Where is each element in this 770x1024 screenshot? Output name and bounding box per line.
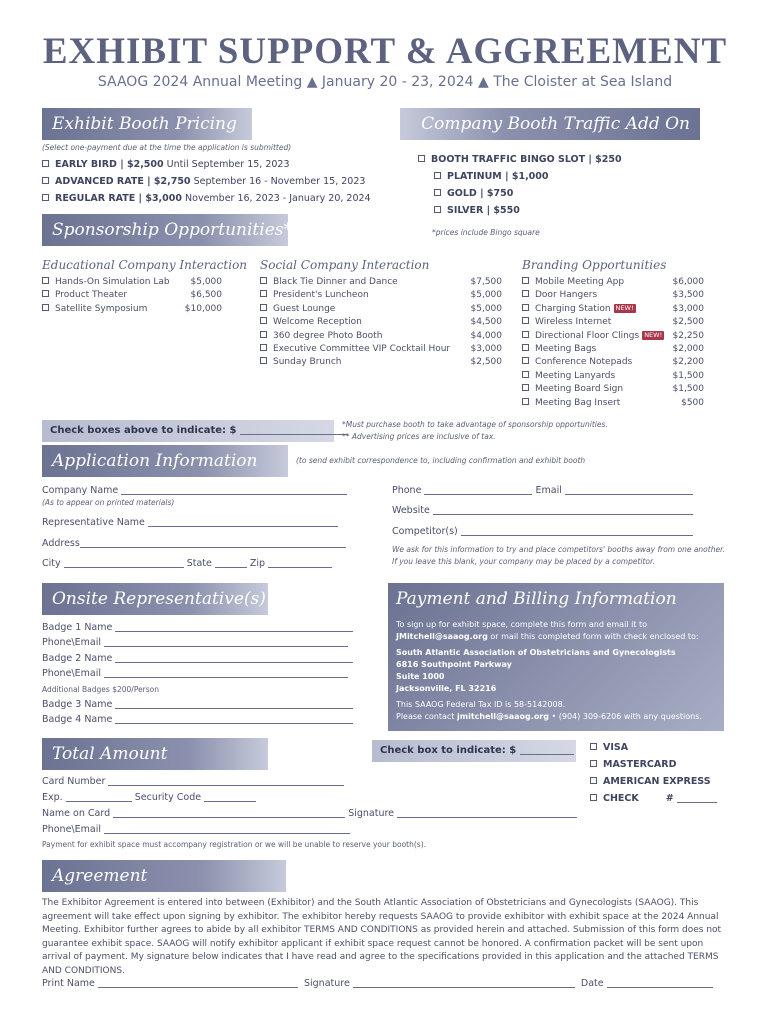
checkbox[interactable] — [522, 331, 529, 338]
traffic-options — [418, 151, 622, 219]
list-item[interactable]: Sunday Brunch $2,500 — [260, 356, 502, 369]
phone-email-field[interactable]: Phone Email — [392, 485, 693, 496]
list-item[interactable]: Door Hangers $3,500 — [522, 289, 704, 302]
agreement-signature-row[interactable]: Print Name Signature Date — [42, 978, 713, 989]
check-number-input[interactable] — [677, 802, 717, 803]
company-name-field[interactable]: Company Name — [42, 485, 347, 496]
visa-option[interactable]: VISA — [590, 739, 717, 756]
checkbox[interactable] — [590, 760, 597, 767]
sponsorship-heading: Sponsorship Opportunities* — [42, 214, 288, 246]
checkbox[interactable] — [42, 177, 49, 184]
list-item[interactable]: President's Luncheon $5,000 — [260, 289, 502, 302]
page-subtitle: SAAOG 2024 Annual Meeting ▲ January 20 - 23, 2024 ▲ The Cloister at Sea Island — [97, 74, 673, 90]
total-amount-heading: Total Amount — [42, 738, 268, 770]
new-badge: NEW! — [615, 303, 634, 312]
booth-traffic-heading: Company Booth Traffic Add On — [400, 108, 700, 140]
regular-rate-option[interactable]: REGULAR RATE | $3,000 November 16, 2023 - January 20, 2024 — [42, 190, 371, 207]
branding-list — [522, 276, 704, 410]
advanced-rate-option[interactable]: ADVANCED RATE | $2,750 September 16 - November 15, 2023 — [42, 173, 371, 190]
booth-pricing-heading: Exhibit Booth Pricing — [42, 108, 252, 140]
badge-3-field[interactable]: Badge 3 Name — [42, 699, 353, 710]
educational-list — [42, 276, 222, 316]
sponsorship-footnote-2: ** Advertising prices are inclusive of tax. — [342, 432, 496, 441]
checkbox[interactable] — [522, 304, 529, 311]
platinum-option[interactable]: PLATINUM | $1,000 — [418, 168, 622, 185]
payment-methods — [590, 739, 717, 807]
city-state-zip-field[interactable]: City State Zip — [42, 558, 332, 569]
company-name-note: (As to appear on printed materials) — [42, 498, 175, 507]
competitors-field[interactable]: Competitor(s) — [392, 526, 693, 537]
checkbox[interactable] — [522, 344, 529, 351]
list-item[interactable]: Mobile Meeting App $6,000 — [522, 276, 704, 289]
mastercard-option[interactable]: MASTERCARD — [590, 756, 717, 773]
payment-required-note: Payment for exhibit space must accompany registration or we will be unable to reserve your booth(s). — [42, 840, 427, 849]
total-amount-input[interactable] — [520, 754, 574, 755]
contact-email-link[interactable]: jmitchell@saaog.org — [457, 712, 549, 721]
list-item[interactable]: Executive Committee VIP Cocktail Hour $3,000 — [260, 343, 502, 356]
exp-security-field[interactable]: Exp. Security Code — [42, 792, 256, 803]
list-item[interactable]: Guest Lounge $5,000 — [260, 303, 502, 316]
checkbox[interactable] — [42, 304, 49, 311]
checkbox[interactable] — [522, 398, 529, 405]
sponsorship-amount-input[interactable] — [240, 434, 348, 435]
checkbox[interactable] — [522, 290, 529, 297]
new-badge: NEW! — [644, 330, 663, 339]
checkbox[interactable] — [522, 371, 529, 378]
check-option[interactable]: CHECK # — [590, 790, 717, 807]
checkbox[interactable] — [434, 172, 441, 179]
educational-heading: Educational Company Interaction — [42, 258, 248, 272]
silver-option[interactable]: SILVER | $550 — [418, 202, 622, 219]
checkbox[interactable] — [260, 344, 267, 351]
list-item[interactable]: Conference Notepads $2,200 — [522, 356, 704, 369]
checkbox[interactable] — [260, 290, 267, 297]
checkbox[interactable] — [590, 794, 597, 801]
checkbox[interactable] — [260, 357, 267, 364]
list-item[interactable]: Black Tie Dinner and Dance $7,500 — [260, 276, 502, 289]
branding-heading: Branding Opportunities — [522, 258, 667, 272]
checkbox[interactable] — [42, 160, 49, 167]
checkbox[interactable] — [522, 277, 529, 284]
checkbox[interactable] — [418, 155, 425, 162]
checkbox[interactable] — [260, 317, 267, 324]
checkbox[interactable] — [590, 743, 597, 750]
checkbox[interactable] — [434, 189, 441, 196]
representative-name-field[interactable]: Representative Name — [42, 517, 338, 528]
traffic-note: *prices include Bingo square — [432, 228, 540, 237]
list-item[interactable]: Charging Station NEW! $3,000 — [522, 303, 704, 316]
payment-billing-panel — [388, 583, 724, 731]
list-item[interactable]: Meeting Lanyards $1,500 — [522, 370, 704, 383]
onsite-heading: Onsite Representative(s) — [42, 583, 268, 615]
social-list — [260, 276, 502, 370]
list-item[interactable]: Hands-On Simulation Lab $5,000 — [42, 276, 222, 289]
checkbox[interactable] — [260, 331, 267, 338]
payment-instructions: To sign up for exhibit space, complete this form and email it to JMitchell@saaog.org or mail this completed form with check enclosed to: — [396, 620, 699, 641]
competitor-note-2: If you leave this blank, your company may be placed by a competitor. — [392, 557, 655, 566]
checkbox[interactable] — [42, 277, 49, 284]
application-note: (to send exhibit correspondence to, including confirmation and exhibit booth — [296, 456, 586, 465]
name-signature-field[interactable]: Name on Card Signature — [42, 808, 577, 819]
early-bird-option[interactable]: EARLY BIRD | $2,500 Until September 15, 2023 — [42, 156, 371, 173]
checkbox[interactable] — [434, 206, 441, 213]
checkbox[interactable] — [522, 357, 529, 364]
sponsorship-footnote-1: *Must purchase booth to take advantage of sponsorship opportunities. — [342, 420, 608, 429]
payment-email-link[interactable]: JMitchell@saaog.org — [396, 632, 488, 641]
gold-option[interactable]: GOLD | $750 — [418, 185, 622, 202]
website-field[interactable]: Website — [392, 505, 693, 516]
agreement-text: The Exhibitor Agreement is entered into between (Exhibitor) and the South Atlantic Association of Obstetricians and Gynecologists (SAAOG). This agreement will take effect upon signing by exhibitor. The exhibitor hereby requests SAAOG to provide exhibitor with exhibit space at the 2024 Annual Meeting. Exhibitor further agrees to abide by all exhibitor TERMS AND CONDITIONS as provided herein and attached. Submission of this form does not guarantee exhibit space. SAAOG will notify exhibitor applicant if exhibit space request cannot be honored. A confirmation packet will be sent upon arrival of payment. My signature below indicates that I have read and agree to the specifications provided in this application and the attached TERMS AND CONDITIONS. — [42, 898, 722, 976]
badge-4-field[interactable]: Badge 4 Name — [42, 714, 353, 725]
address-field[interactable]: Address — [42, 538, 346, 549]
checkbox[interactable] — [260, 304, 267, 311]
checkbox[interactable] — [42, 194, 49, 201]
pricing-options — [42, 156, 371, 207]
pricing-note: (Select one-payment due at the time the application is submitted) — [42, 143, 292, 152]
amex-option[interactable]: AMERICAN EXPRESS — [590, 773, 717, 790]
list-item[interactable]: Product Theater $6,500 — [42, 289, 222, 302]
application-heading: Application Information — [42, 445, 288, 477]
phone-email-2-field[interactable]: Phone\Email — [42, 668, 348, 679]
badge-1-field[interactable]: Badge 1 Name — [42, 622, 353, 633]
card-number-field[interactable]: Card Number — [42, 776, 344, 787]
mailing-address: South Atlantic Association of Obstetricians and Gynecologists 6816 Southpoint Parkway Suite 1000 Jacksonville, FL 32216 — [396, 648, 676, 693]
tax-contact: This SAAOG Federal Tax ID is 58-5142008. Please contact jmitchell@saaog.org • (904) 309-6206 with any questions. — [396, 700, 702, 721]
page-title: EXHIBIT SUPPORT & AGGREEMENT — [42, 31, 728, 72]
checkbox[interactable] — [522, 317, 529, 324]
checkbox[interactable] — [590, 777, 597, 784]
list-item[interactable]: Welcome Reception $4,500 — [260, 316, 502, 329]
payment-heading: Payment and Billing Information — [396, 589, 677, 609]
competitor-note-1: We ask for this information to try and place competitors' booths away from one another. — [392, 545, 725, 554]
badge-2-field[interactable]: Badge 2 Name — [42, 653, 353, 664]
list-item[interactable]: Meeting Bag Insert $500 — [522, 397, 704, 410]
list-item[interactable]: Satellite Symposium $10,000 — [42, 303, 222, 316]
checkbox[interactable] — [522, 384, 529, 391]
checkbox[interactable] — [260, 277, 267, 284]
list-item[interactable]: Wireless Internet $2,500 — [522, 316, 704, 329]
total-amount-strip: Check box to indicate: $ — [372, 740, 576, 762]
social-heading: Social Company Interaction — [260, 258, 430, 272]
list-item[interactable]: Meeting Bags $2,000 — [522, 343, 704, 356]
list-item[interactable]: 360 degree Photo Booth $4,000 — [260, 330, 502, 343]
phone-email-1-field[interactable]: Phone\Email — [42, 637, 348, 648]
agreement-heading: Agreement — [42, 860, 286, 892]
sponsorship-total-strip: Check boxes above to indicate: $ — [42, 420, 334, 442]
phone-email-total-field[interactable]: Phone\Email — [42, 824, 350, 835]
list-item[interactable]: Meeting Board Sign $1,500 — [522, 383, 704, 396]
checkbox[interactable] — [42, 290, 49, 297]
additional-badges-note: Additional Badges $200/Person — [42, 685, 160, 694]
list-item[interactable]: Directional Floor Clings NEW! $2,250 — [522, 330, 704, 343]
bingo-slot-option[interactable]: BOOTH TRAFFIC BINGO SLOT | $250 — [418, 151, 622, 168]
